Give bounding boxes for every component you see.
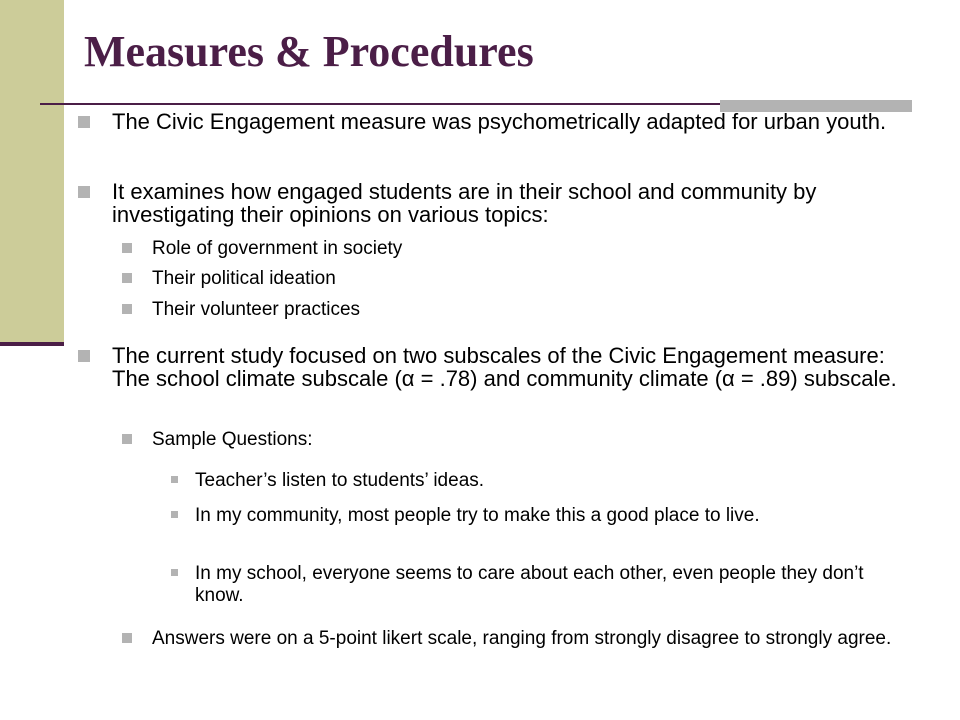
square-bullet-icon	[122, 243, 132, 253]
sub-sub-bullet-item	[195, 505, 910, 527]
slide-title: Measures & Procedures	[84, 27, 534, 76]
square-bullet-icon	[171, 476, 178, 483]
sub-sub-bullet-text: Teacher’s listen to students’ ideas.	[195, 470, 485, 491]
bullet-item	[112, 180, 912, 226]
square-bullet-icon	[122, 633, 132, 643]
square-bullet-icon	[122, 273, 132, 283]
bullet-text: The Civic Engagement measure was psychometrically adapted for urban youth.	[112, 109, 887, 134]
square-bullet-icon	[171, 569, 178, 576]
bullet-text: The current study focused on two subscales of the Civic Engagement measure: The school climate subscale (α = .78) and community climate (α = .89) subscale.	[112, 343, 897, 391]
bullet-item	[112, 110, 912, 133]
square-bullet-icon	[171, 511, 178, 518]
square-bullet-icon	[78, 116, 90, 128]
bullet-item	[112, 344, 912, 390]
sub-sub-bullet-text: In my school, everyone seems to care about each other, even people they don’t know.	[195, 563, 864, 606]
square-bullet-icon	[122, 434, 132, 444]
sub-bullet-text: Answers were on a 5-point likert scale, ranging from strongly disagree to strongly agree.	[152, 628, 892, 649]
bullet-text: It examines how engaged students are in their school and community by investigating their opinions on various topics:	[112, 179, 817, 227]
sub-bullet-text: Their political ideation	[152, 268, 336, 289]
sub-bullet-item	[152, 268, 912, 290]
sub-bullet-item	[152, 238, 912, 260]
sub-bullet-text: Their volunteer practices	[152, 299, 361, 320]
sub-sub-bullet-item	[195, 563, 910, 607]
sub-bullet-text: Sample Questions:	[152, 429, 313, 450]
sub-bullet-item	[152, 429, 912, 451]
sub-bullet-item	[152, 628, 932, 650]
sub-bullet-item	[152, 299, 912, 321]
sub-sub-bullet-text: In my community, most people try to make this a good place to live.	[195, 505, 760, 526]
sub-sub-bullet-item	[195, 470, 910, 492]
square-bullet-icon	[122, 304, 132, 314]
sub-bullet-text: Role of government in society	[152, 238, 403, 259]
square-bullet-icon	[78, 350, 90, 362]
square-bullet-icon	[78, 186, 90, 198]
